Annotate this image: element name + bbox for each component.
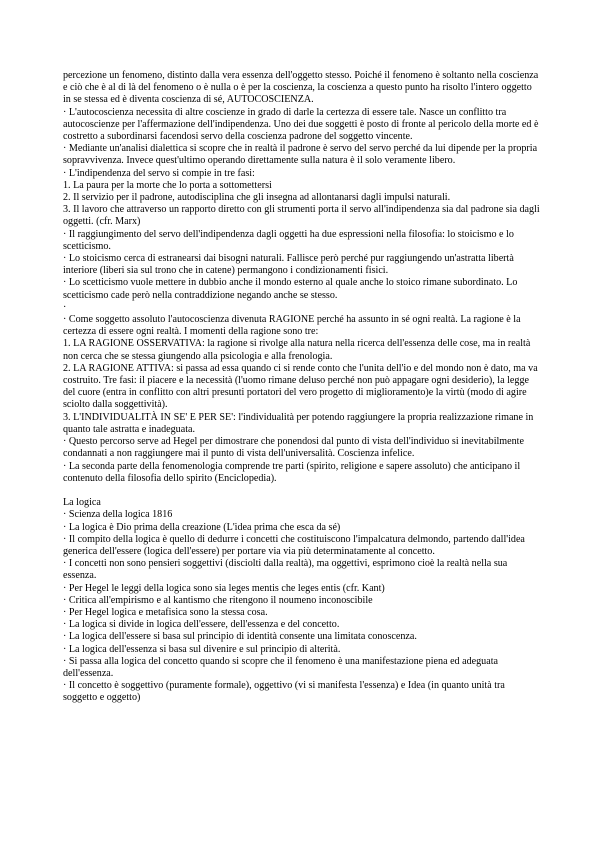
bullet-empty: ·	[63, 301, 67, 313]
paragraph-autocoscienza-intro: percezione un fenomeno, distinto dalla vera essenza dell'oggetto stesso. Poiché il fenomeno è soltanto nella coscienza e ciò che è al di là del fenomeno o è nulla o è per la coscienza, la coscienza a questo punto ha risolto l'intero oggetto in se stessa ed è diventa coscienza di sé, AUTOCOSCIENZA.	[63, 70, 539, 106]
paragraph-stoicismo: · Lo stoicismo cerca di estranearsi dai bisogni naturali. Fallisce però perché pur raggiungendo un'astratta libertà interiore (liberi sia sul trono che in catene) permangono i condizionamenti fisici.	[63, 253, 514, 277]
list-item-scienza-logica: · Scienza della logica 1816	[63, 509, 173, 521]
section-heading-logica: La logica	[63, 497, 101, 509]
list-item-fase-2: 2. Il servizio per il padrone, autodisciplina che gli insegna ad allontanarsi dagli impulsi naturali.	[63, 192, 451, 204]
list-item-logica-dio: · La logica è Dio prima della creazione (L'idea prima che esca da sé)	[63, 521, 341, 533]
paragraph-ragione: · Come soggetto assoluto l'autocoscienza divenuta RAGIONE perché ha assunto in sé ogni realtà. La ragione è la certezza di essere ogni realtà. I momenti della ragione sono tre:	[63, 314, 521, 338]
paragraph-coscienza-infelice: · Questo percorso serve ad Hegel per dimostrare che ponendosi dal punto di vista dell'individuo si inevitabilmente condannati a non raggiungere mai il punto di vista dell'universalità. Coscienza infelice.	[63, 436, 524, 460]
list-item-ragione-attiva: 2. LA RAGIONE ATTIVA: si passa ad essa quando ci si rende conto che l'unita dell'io e del mondo non è dato, ma va costruito. Tre fasi: il piacere e la necessità (l'uomo rimane deluso perché non può appagare ogni desiderio), la legge del cuore (entra in conflitto con altri presunti portatori del vero progetto di miglioramento)e la virtù (modo di agire sciolto dalla soggettività).	[63, 362, 538, 411]
list-item-divisione-logica: · La logica si divide in logica dell'essere, dell'essenza e del concetto.	[63, 619, 340, 631]
list-item-ragione-osservativa: 1. LA RAGIONE OSSERVATIVA: la ragione si rivolge alla natura nella ricerca dell'essenza delle cose, ma in realtà non cerca che se stessa giungendo alla psicologia e alla frenologia.	[63, 338, 531, 362]
list-item-logica-concetto: · Si passa alla logica del concetto quando si scopre che il fenomeno è una manifestazione piena ed adeguata dell'essenza.	[63, 655, 498, 679]
list-item-concetto: · Il concetto è soggettivo (puramente formale), oggettivo (vi si manifesta l'essenza) e Idea (in quanto unità tra soggetto e oggetto)	[63, 680, 505, 704]
paragraph-padrone-servo: · Mediante un'analisi dialettica si scopre che in realtà il padrone è servo del servo perché da lui dipende per la propria sopravvivenza. Invece quest'ultimo operando direttamente sulla natura è il solo veramente libero.	[63, 143, 538, 167]
list-item-fase-1: 1. La paura per la morte che lo porta a sottomettersi	[63, 179, 272, 191]
paragraph-stoicismo-scetticismo: · Il raggiungimento del servo dell'indipendenza dagli oggetti ha due espressioni nella filosofia: lo stoicismo e lo scetticismo.	[63, 228, 514, 252]
paragraph-scetticismo: · Lo scetticismo vuole mettere in dubbio anche il mondo esterno al quale anche lo stoico rimane subordinato. Lo scetticismo cade però nella contraddizione negando anche se stesso.	[63, 277, 518, 301]
paragraph-seconda-parte: · La seconda parte della fenomenologia comprende tre parti (spirito, religione e sapere assoluto) che anticipano il contenuto della filosofia dello spirito (Enciclopedia).	[63, 460, 521, 484]
blank-line	[63, 485, 541, 497]
list-item-logica-metafisica: · Per Hegel logica e metafisica sono la stessa cosa.	[63, 606, 268, 618]
list-item-logica-essere: · La logica dell'essere si basa sul principio di identità consente una limitata conoscenza.	[63, 631, 417, 643]
paragraph-fasi-intro: · L'indipendenza del servo si compie in tre fasi:	[63, 167, 255, 179]
list-item-fase-3: 3. Il lavoro che attraverso un rapporto diretto con gli strumenti porta il servo all'indipendenza sia dal padrone sia dagli oggetti. (cfr. Marx)	[63, 204, 540, 228]
list-item-leggi-logica: · Per Hegel le leggi della logica sono sia leges mentis che leges entis (cfr. Kant)	[63, 582, 385, 594]
paragraph-autocoscienza-conflitto: · L'autocoscienza necessita di altre coscienze in grado di darle la certezza di essere tale. Nasce un conflitto tra autocoscienze per l'affermazione dell'indipendenza. Uno dei due soggetti è posto di fronte al pericolo della morte ed è costretto a subordinarsi facendosi servo della coscienza padrone del soggetto vincente.	[63, 106, 539, 143]
document-page	[63, 70, 541, 705]
list-item-logica-essenza: · La logica dell'essenza si basa sul divenire e sul principio di alterità.	[63, 643, 341, 655]
list-item-critica-empirismo: · Critica all'empirismo e al kantismo che ritengono il noumeno inconoscibile	[63, 594, 373, 606]
list-item-compito-logica: · Il compito della logica è quello di dedurre i concetti che costituiscono l'impalcatura delmondo, partendo dall'idea generica dell'essere (logica dell'essere) per portare via via più determinatamente al concetto.	[63, 533, 525, 557]
list-item-concetti: · I concetti non sono pensieri soggettivi (disciolti dalla realtà), ma oggettivi, esprimono cioè la realtà nella sua essenza.	[63, 558, 508, 582]
list-item-individualita: 3. L'INDIVIDUALITÀ IN SE' E PER SE': l'individualità per potendo raggiungere la propria realizzazione rimane in quanto tale astratta e inadeguata.	[63, 411, 534, 435]
